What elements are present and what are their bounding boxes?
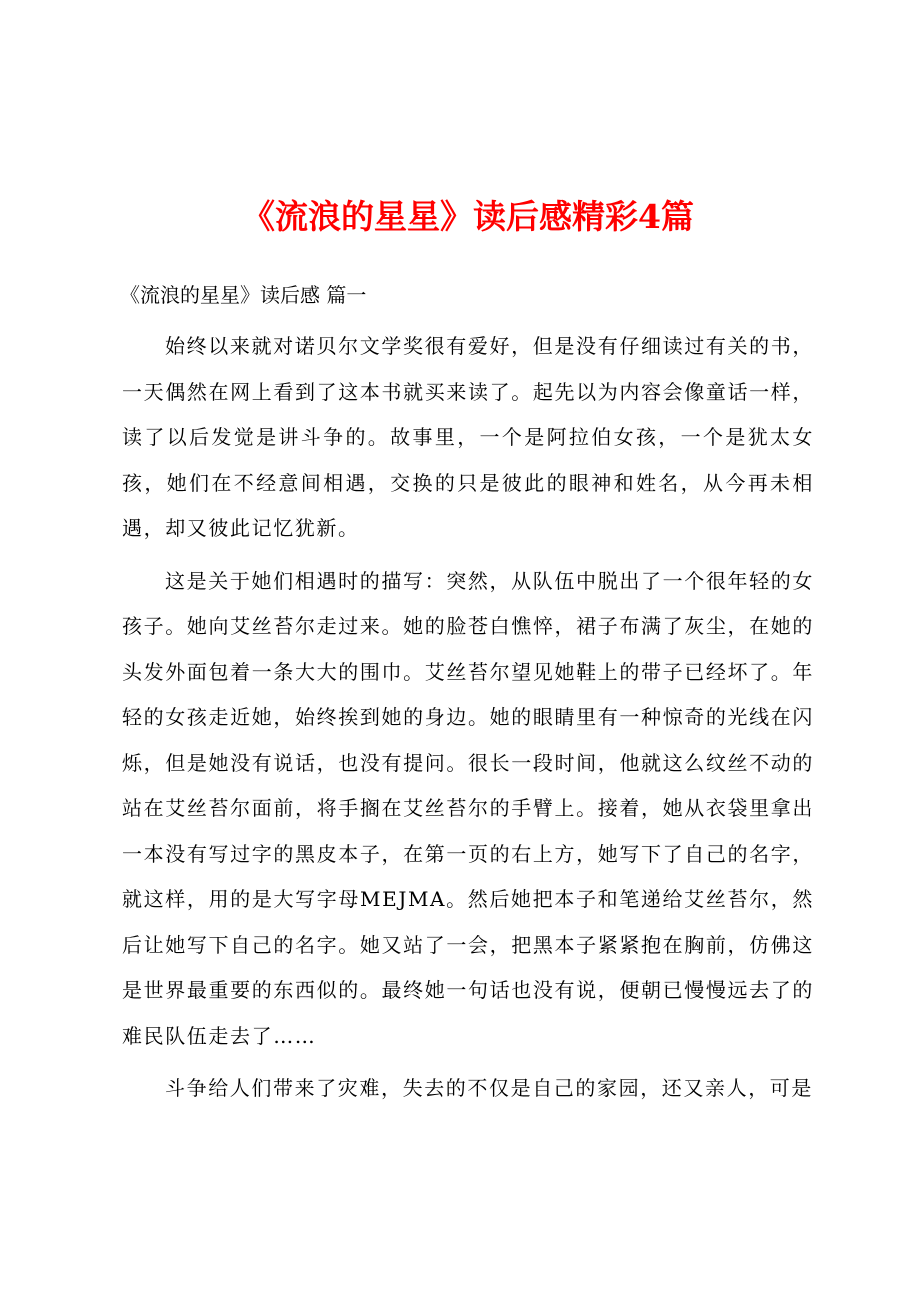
document-title: 《流浪的星星》读后感精彩4篇 (242, 197, 694, 236)
body-paragraph-3: 斗争给人们带来了灾难，失去的不仅是自己的家园，还又亲人，可是 (165, 1076, 813, 1100)
body-paragraph-2: 这是关于她们相遇时的描写：突然，从队伍中脱出了一个很年轻的女孩子。她向艾丝苔尔走过来。她的脸苍白憔悴，裙子布满了灰尘，在她的头发外面包着一条大大的围巾。艾丝苔尔望见她鞋上的带子已经坏了。年轻的女孩走近她，始终挨到她的身边。她的眼睛里有一种惊奇的光线在闪烁，但是她没有说话，也没有提问。很长一段时间，他就这么纹丝不动的站在艾丝苔尔面前，将手搁在艾丝苔尔的手臂上。接着，她从衣袋里拿出一本没有写过字的黑皮本子，在第一页的右上方，她写下了自己的名字，就这样，用的是大写字母MEJMA。然后她把本子和笔递给艾丝苔尔，然后让她写下自己的名字。她又站了一会，把黑本子紧紧抱在胸前，仿佛这是世界最重要的东西似的。最终她一句话也没有说，便朝已慢慢远去了的难民队伍走去了…… (122, 568, 814, 1048)
section-heading: 《流浪的星星》读后感 篇一 (120, 283, 367, 307)
body-paragraph-1: 始终以来就对诺贝尔文学奖很有爱好，但是没有仔细读过有关的书，一天偶然在网上看到了这本书就买来读了。起先以为内容会像童话一样，读了以后发觉是讲斗争的。故事里，一个是阿拉伯女孩，一个是犹太女孩，她们在不经意间相遇，交换的只是彼此的眼神和姓名，从今再未相遇，却又彼此记忆犹新。 (122, 334, 814, 540)
